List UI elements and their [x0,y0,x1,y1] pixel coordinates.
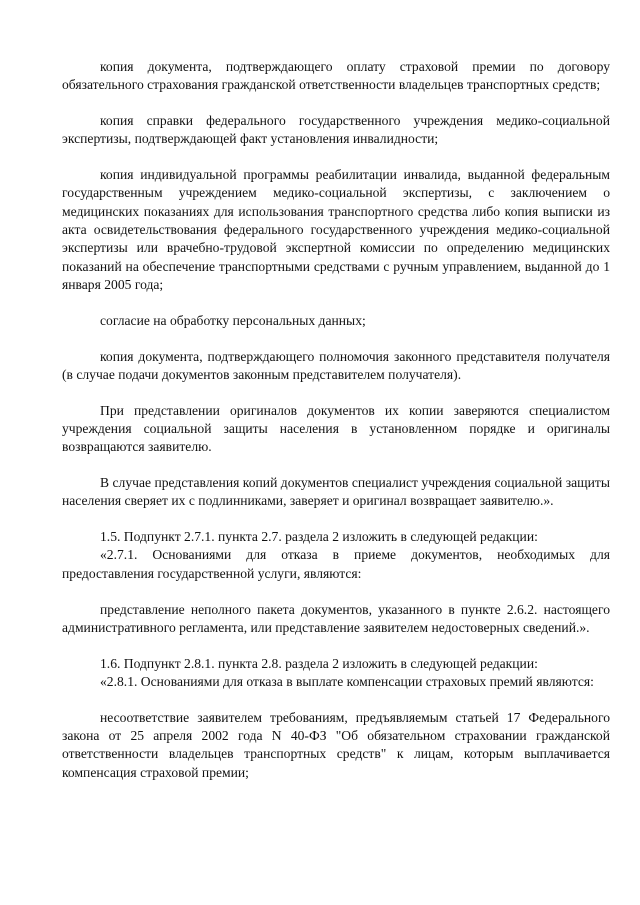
paragraph-osago-payment-copy: копия документа, подтверждающего оплату страховой премии по договору обязательного страхования гражданской ответственности владельцев транспортных средств; [62,59,610,93]
paragraph-item-2-8-1: «2.8.1. Основаниями для отказа в выплате компенсации страховых премий являются: [100,673,594,689]
paragraph-representative-authority-copy: копия документа, подтверждающего полномочия законного представителя получателя (в случае подачи документов законным представителем получателя). [62,348,610,382]
paragraph-requirements-mismatch: несоответствие заявителем требованиям, предъявляемым статьей 17 Федерального закона от 25 апреля 2002 года N 40-ФЗ "Об обязательном страховании гражданской ответственности владельцев транспортных средств" к лицам, которым выплачивается компенсация страховой премии; [62,709,610,780]
paragraph-incomplete-package: представление неполного пакета документов, указанного в пункте 2.6.2. настоящего административного регламента, или представление заявителем недостоверных сведений.». [62,601,610,635]
paragraph-item-1-5: 1.5. Подпункт 2.7.1. пункта 2.7. раздела 2 изложить в следующей редакции: [100,529,538,545]
paragraph-originals-certification: При представлении оригиналов документов их копии заверяются специалистом учреждения социальной защиты населения в установленном порядке и оригиналы возвращаются заявителю. [62,402,610,455]
paragraph-item-1-6: 1.6. Подпункт 2.8.1. пункта 2.8. раздела 2 изложить в следующей редакции: [100,655,538,671]
paragraph-personal-data-consent: согласие на обработку персональных данных; [100,312,366,328]
paragraph-item-2-7-1: «2.7.1. Основаниями для отказа в приеме документов, необходимых для предоставления государственной услуги, являются: [62,547,610,581]
paragraph-disability-certificate-copy: копия справки федерального государственного учреждения медико-социальной экспертизы, подтверждающей факт установления инвалидности; [62,113,610,147]
paragraph-rehabilitation-program-copy: копия индивидуальной программы реабилитации инвалида, выданной федеральным государственным учреждением медико-социальной экспертизы, с заключением о медицинских показаниях для использования транспортного средства либо копия выписки из акта освидетельствования федерального государственного учреждения медико-социальной экспертизы или врачебно-трудовой экспертной комиссии по определению медицинских показаний на обеспечение транспортными средствами с ручным управлением, выданной до 1 января 2005 года; [62,167,610,292]
paragraph-copies-verification: В случае представления копий документов специалист учреждения социальной защиты населения сверяет их с подлинниками, заверяет и оригинал возвращает заявителю.». [62,475,610,509]
document-body [62,58,610,782]
